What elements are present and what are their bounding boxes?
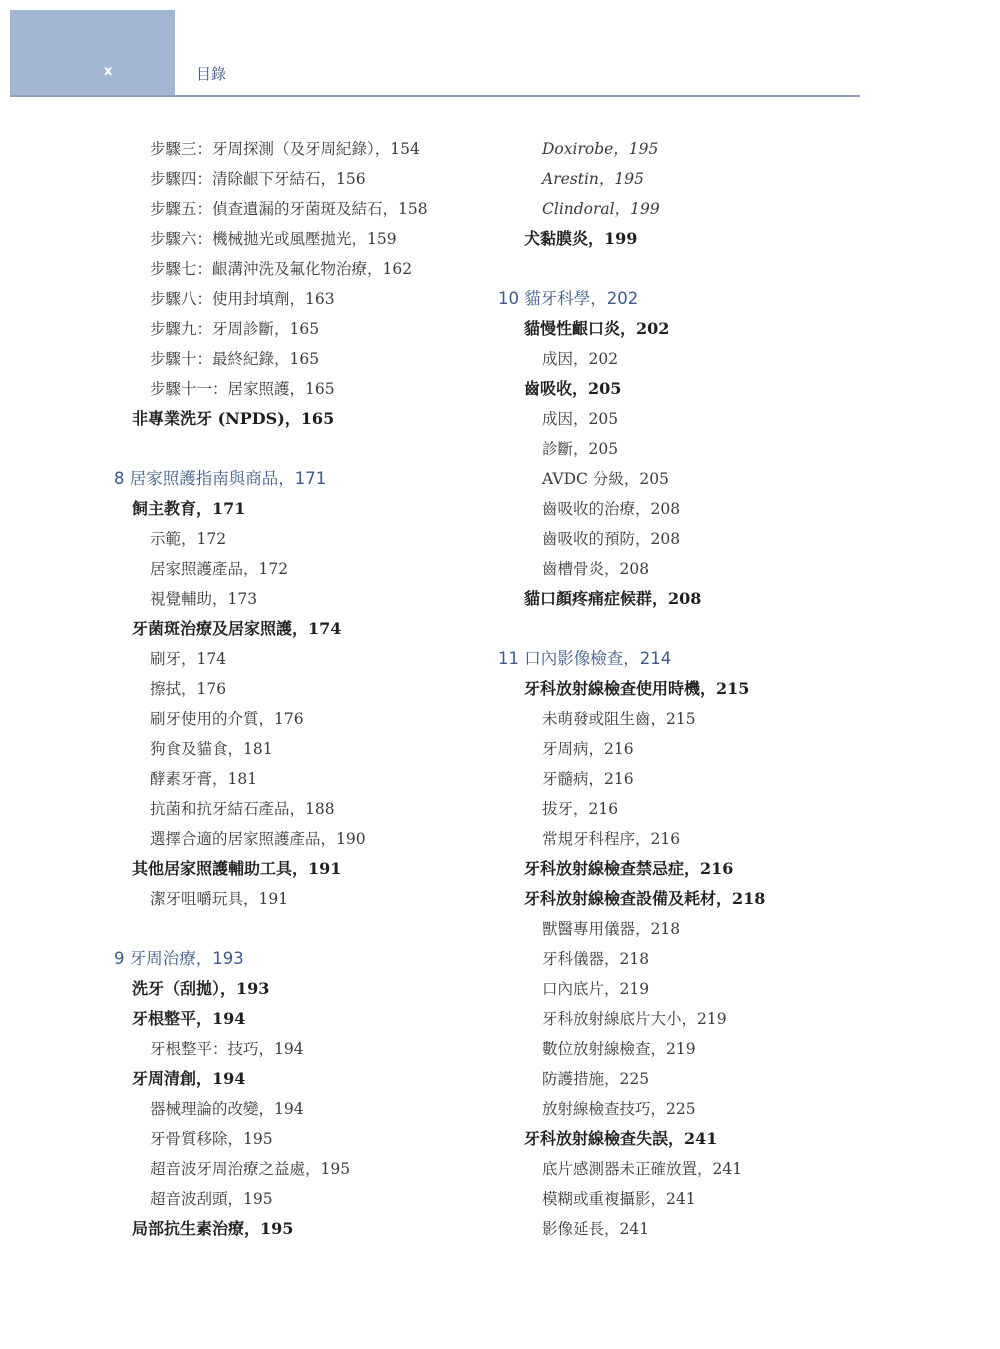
toc-entry: 齒吸收的預防，208 <box>542 530 681 548</box>
toc-entry: Clindoral，199 <box>542 200 660 218</box>
toc-entry: 拔牙，216 <box>542 800 619 818</box>
toc-entry: 選擇合適的居家照護產品，190 <box>150 830 366 848</box>
toc-entry: 步驟七：齦溝沖洗及氟化物治療，162 <box>150 260 413 278</box>
toc-entry: 步驟十一：居家照護，165 <box>150 380 335 398</box>
toc-entry: Doxirobe，195 <box>542 140 659 158</box>
toc-entry: 狗食及貓食，181 <box>150 740 273 758</box>
toc-entry: 成因，205 <box>542 410 619 428</box>
toc-chapter-title: 10 貓牙科學，202 <box>498 289 639 308</box>
toc-entry: 步驟九：牙周診斷，165 <box>150 320 320 338</box>
toc-entry: 診斷，205 <box>542 440 619 458</box>
toc-entry: 步驟八：使用封填劑，163 <box>150 290 335 308</box>
toc-entry: 潔牙咀嚼玩具，191 <box>150 890 289 908</box>
toc-section-heading: 飼主教育，171 <box>132 499 246 518</box>
toc-entry: 模糊或重複攝影，241 <box>542 1190 696 1208</box>
toc-entry: 齒槽骨炎，208 <box>542 560 650 578</box>
toc-entry: 獸醫專用儀器，218 <box>542 920 681 938</box>
toc-section-heading: 牙菌斑治療及居家照護，174 <box>132 619 342 638</box>
toc-entry: 居家照護產品，172 <box>150 560 289 578</box>
toc-chapter-title: 8 居家照護指南與商品，171 <box>114 469 327 488</box>
toc-entry: 超音波刮頭，195 <box>150 1190 273 1208</box>
toc-entry: AVDC 分級，205 <box>542 470 669 488</box>
toc-left-column <box>110 134 500 1244</box>
toc-chapter-title: 11 口內影像檢查，214 <box>498 649 672 668</box>
header-divider <box>10 95 860 97</box>
toc-section-heading: 其他居家照護輔助工具，191 <box>132 859 342 878</box>
toc-entry: 防護措施，225 <box>542 1070 650 1088</box>
toc-section-heading: 牙科放射線檢查失誤，241 <box>524 1129 718 1148</box>
toc-entry: 口內底片，219 <box>542 980 650 998</box>
toc-entry: 示範，172 <box>150 530 227 548</box>
toc-entry: Arestin，195 <box>542 170 644 188</box>
toc-entry: 底片感測器未正確放置，241 <box>542 1160 743 1178</box>
toc-section-heading: 牙科放射線檢查禁忌症，216 <box>524 859 734 878</box>
toc-section-heading: 貓慢性齦口炎，202 <box>524 319 670 338</box>
toc-entry: 牙根整平：技巧，194 <box>150 1040 304 1058</box>
toc-entry: 成因，202 <box>542 350 619 368</box>
toc-entry: 牙科儀器，218 <box>542 950 650 968</box>
toc-section-heading: 牙根整平，194 <box>132 1009 246 1028</box>
toc-entry: 牙髓病，216 <box>542 770 634 788</box>
toc-section-heading: 貓口顏疼痛症候群，208 <box>524 589 702 608</box>
toc-entry: 牙周病，216 <box>542 740 634 758</box>
header-color-block <box>10 10 175 95</box>
toc-section-heading: 牙科放射線檢查使用時機，215 <box>524 679 750 698</box>
toc-entry: 放射線檢查技巧，225 <box>542 1100 696 1118</box>
toc-entry: 擦拭，176 <box>150 680 227 698</box>
toc-section-heading: 齒吸收，205 <box>524 379 622 398</box>
toc-entry: 抗菌和抗牙結石產品，188 <box>150 800 335 818</box>
toc-entry: 步驟五：偵查遺漏的牙菌斑及結石，158 <box>150 200 428 218</box>
toc-entry: 影像延長，241 <box>542 1220 650 1238</box>
toc-entry: 步驟十：最終紀錄，165 <box>150 350 320 368</box>
toc-entry: 酵素牙膏，181 <box>150 770 258 788</box>
toc-entry: 未萌發或阻生齒，215 <box>542 710 696 728</box>
toc-entry: 刷牙使用的介質，176 <box>150 710 304 728</box>
toc-entry: 步驟四：清除齦下牙結石，156 <box>150 170 366 188</box>
toc-entry: 常規牙科程序，216 <box>542 830 681 848</box>
toc-entry: 牙骨質移除，195 <box>150 1130 273 1148</box>
toc-entry: 齒吸收的治療，208 <box>542 500 681 518</box>
toc-entry: 步驟六：機械拋光或風壓拋光，159 <box>150 230 397 248</box>
toc-entry: 牙科放射線底片大小，219 <box>542 1010 727 1028</box>
toc-section-heading: 非專業洗牙 (NPDS)，165 <box>132 409 335 428</box>
toc-section-heading: 洗牙（刮拋），193 <box>132 979 270 998</box>
toc-entry: 刷牙，174 <box>150 650 227 668</box>
toc-entry: 視覺輔助，173 <box>150 590 258 608</box>
toc-section-heading: 犬黏膜炎，199 <box>524 229 638 248</box>
page-number: x <box>104 64 113 79</box>
toc-section-heading: 牙科放射線檢查設備及耗材，218 <box>524 889 766 908</box>
toc-section-heading: 牙周清創，194 <box>132 1069 246 1088</box>
toc-entry: 器械理論的改變，194 <box>150 1100 304 1118</box>
running-header-title: 目錄 <box>196 65 227 83</box>
toc-section-heading: 局部抗生素治療，195 <box>132 1219 294 1238</box>
toc-entry: 超音波牙周治療之益處，195 <box>150 1160 351 1178</box>
toc-chapter-title: 9 牙周治療，193 <box>114 949 244 968</box>
toc-entry: 數位放射線檢查，219 <box>542 1040 696 1058</box>
toc-entry: 步驟三：牙周探測（及牙周紀錄），154 <box>150 140 420 158</box>
toc-right-column <box>494 134 884 1244</box>
